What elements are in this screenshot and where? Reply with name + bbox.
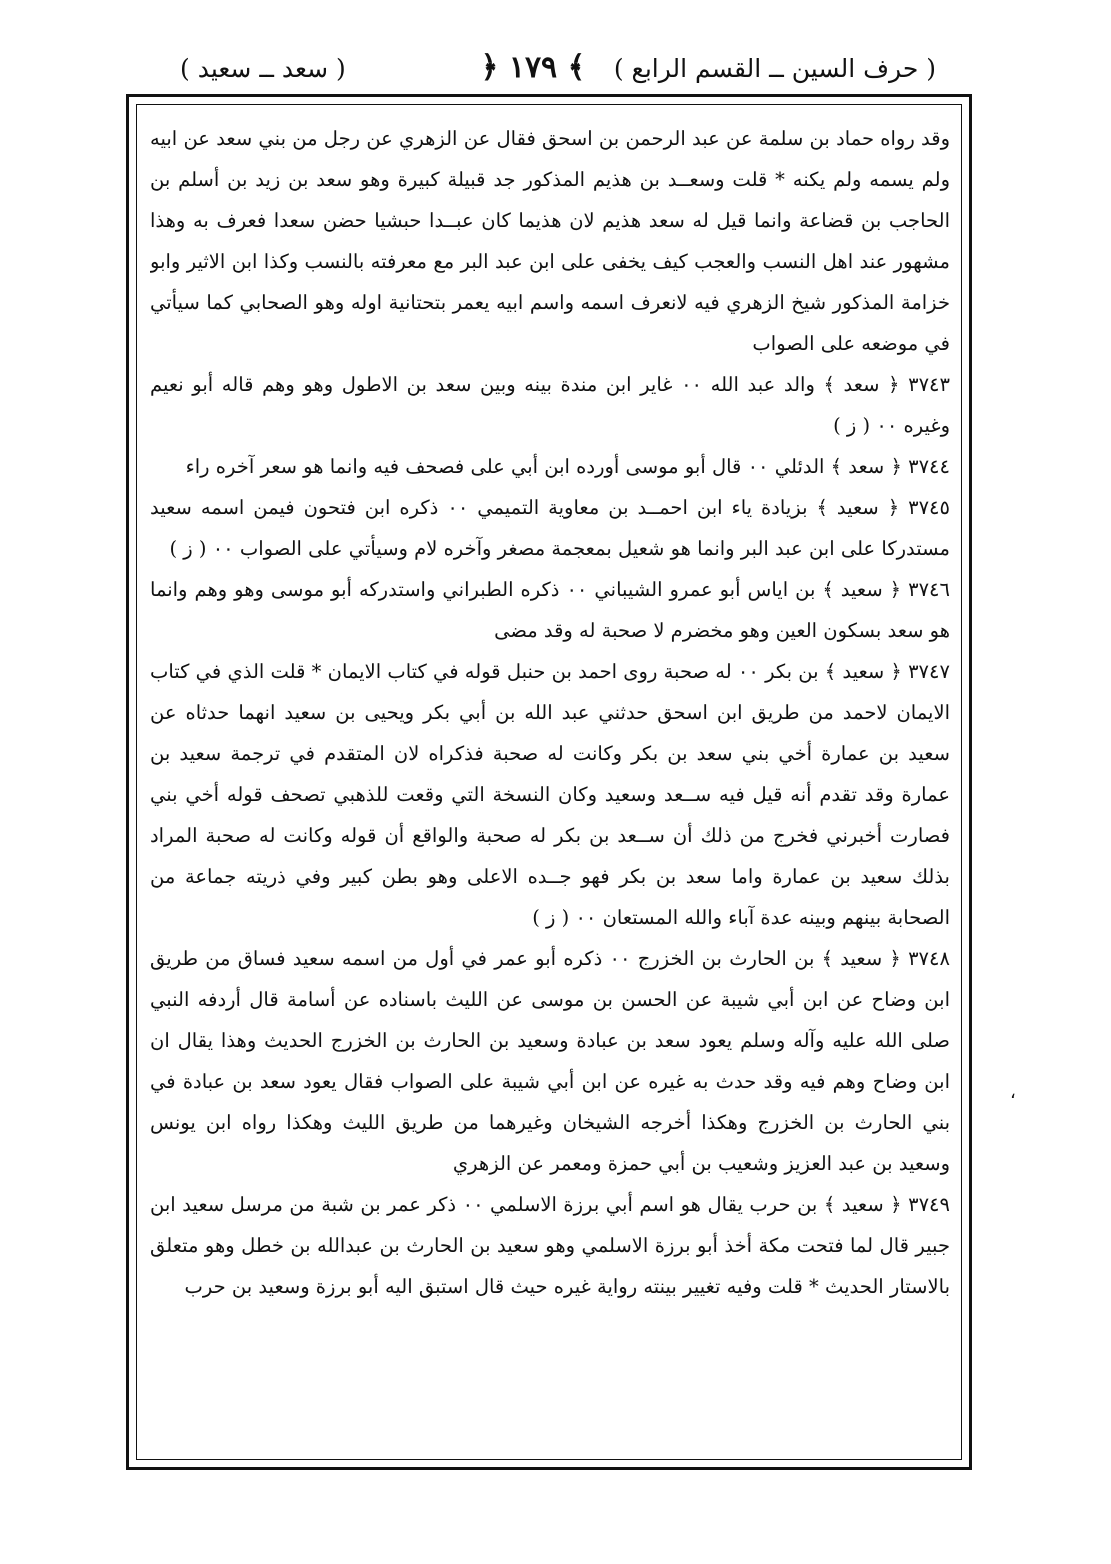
- entry-3743: ٣٧٤٣ ﴿ سعد ﴾ والد عبد الله ٠٠ غاير ابن مندة بينه وبين سعد بن الاطول وهو وهم قاله أبو نعيم وغيره ٠٠ ( ز ): [150, 373, 950, 437]
- page-number: ﴿ ١٧٩ ﴾: [480, 50, 586, 85]
- entry-3749: ٣٧٤٩ ﴿ سعيد ﴾ بن حرب يقال هو اسم أبي برزة الاسلمي ٠٠ ذكر عمر بن شبة من مرسل سعيد ابن جبير قال لما فتحت مكة أخذ أبو برزة الاسلمي وهو سعيد بن الحارث بن عبدالله بن خطل وهو متعلق بالاستار الحديث * قلت وفيه تغيير بينته رواية غيره حيث قال استبق اليه أبو برزة وسعيد بن حرب: [150, 1193, 950, 1298]
- entry-3746: ٣٧٤٦ ﴿ سعيد ﴾ بن اياس أبو عمرو الشيباني ٠٠ ذكره الطبراني واستدركه أبو موسى وهو وهم وانما هو سعد بسكون العين وهو مخضرم لا صحبة له وقد مضى: [150, 578, 950, 642]
- entry-3747: ٣٧٤٧ ﴿ سعيد ﴾ بن بكر ٠٠ له صحبة روى احمد بن حنبل قوله في كتاب الايمان * قلت الذي في كتاب الايمان لاحمد من طريق ابن اسحق حدثني عبد الله بن أبي بكر ويحيى بن سعيد انهما حدثاه عن سعيد بن عمارة أخي بني سعد بن بكر وكانت له صحبة فذكراه لان المتقدم في ترجمة سعيد بن عمارة وقد تقدم أنه قيل فيه ســعد وسعيد وكان النسخة التي وقعت للذهبي تصحف قوله أخي بني فصارت أخبرني فخرج من ذلك أن ســعد بن بكر له صحبة والواقع أن قوله وكانت له صحبة المراد بذلك سعيد بن عمارة واما سعد بن بكر فهو جــده الاعلى وهو بطن كبير وفي ذريته جماعة من الصحابة بينهم وبينه عدة آباء والله المستعان ٠٠ ( ز ): [150, 660, 950, 929]
- entry-3745: ٣٧٤٥ ﴿ سعيد ﴾ بزيادة ياء ابن احمــد بن معاوية التميمي ٠٠ ذكره ابن فتحون فيمن اسمه سعيد مستدركا على ابن عبد البر وانما هو شعيل بمعجمة مصغر وآخره لام وسيأتي على الصواب ٠٠ ( ز ): [150, 496, 950, 560]
- entry-range: ( سعد ــ سعيد ): [180, 54, 346, 83]
- entry-continuation: وقد رواه حماد بن سلمة عن عبد الرحمن بن اسحق فقال عن الزهري عن رجل من بني سعد عن ابيه ولم يسمه ولم يكنه * قلت وسعــد بن هذيم المذكور جد قبيلة كبيرة وهو سعد بن زيد بن أسلم بن الحاجب بن قضاعة وانما قيل له سعد هذيم لان هذيما كان عبــدا حبشيا حضن سعدا فعرف به وهذا مشهور عند اهل النسب والعجب كيف يخفى على ابن عبد البر مع معرفته بالنسب وكذا ابن الاثير وابو خزامة المذكور شيخ الزهري فيه لانعرف اسمه واسم ابيه يعمر بتحتانية اوله وهو الصحابي كما سيأتي في موضعه على الصواب: [150, 127, 950, 355]
- page-header: [130, 48, 936, 98]
- entry-3744: ٣٧٤٤ ﴿ سعد ﴾ الدئلي ٠٠ قال أبو موسى أورده ابن أبي على فصحف فيه وانما هو سعر آخره راء: [185, 455, 950, 478]
- text-body: [150, 118, 950, 1454]
- entry-3748: ٣٧٤٨ ﴿ سعيد ﴾ بن الحارث بن الخزرج ٠٠ ذكره أبو عمر في أول من اسمه سعيد فساق من طريق ابن وضاح عن ابن أبي شيبة عن الحسن بن موسى عن الليث باسناده عن أسامة قال أردفه النبي صلى الله عليه وآله وسلم يعود سعد بن عبادة وسعيد بن الحارث بن الخزرج الحديث وهذا يقال ان ابن وضاح وهم فيه وقد حدث به غيره عن ابن أبي شيبة على الصواب فقال يعود سعد بن عبادة في بني الحارث بن الخزرج وهكذا أخرجه الشيخان وغيرهما من طريق الليث وهكذا رواه ابن يونس وسعيد بن عبد العزيز وشعيب بن أبي حمزة ومعمر عن الزهري: [150, 947, 950, 1175]
- chapter-heading: ( حرف السين ــ القسم الرابع ): [613, 54, 936, 83]
- margin-mark: ،: [1010, 1082, 1016, 1103]
